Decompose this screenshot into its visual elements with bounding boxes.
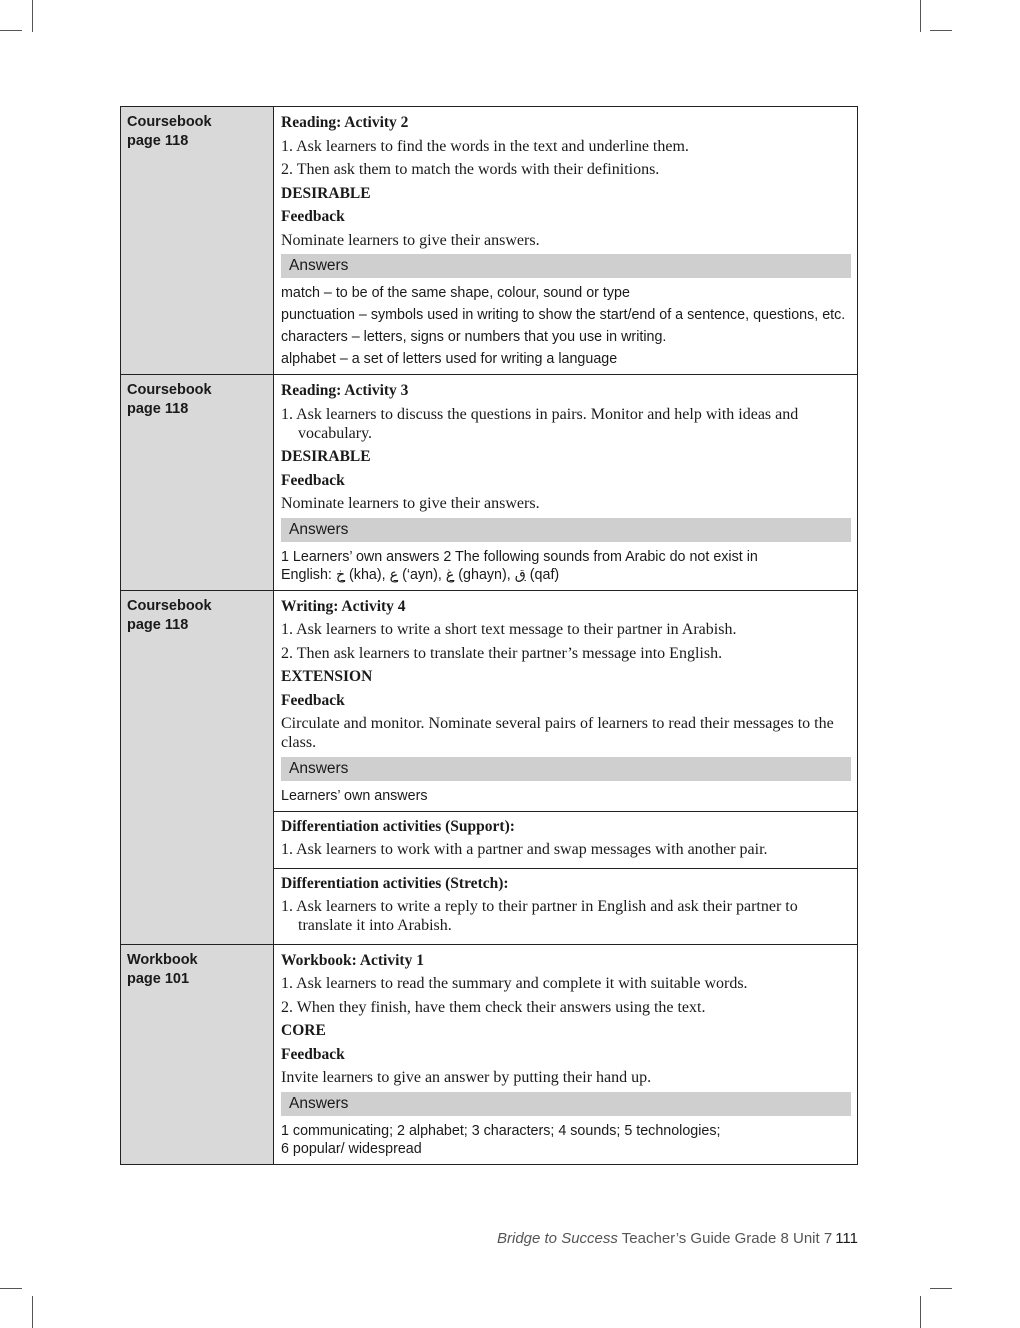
step-item: 1. Ask learners to write a short text message to their partner in Arabish. [281, 621, 737, 638]
feedback-label: Feedback [281, 471, 345, 489]
book-label: Coursebook [127, 382, 212, 398]
book-label: Coursebook [127, 114, 212, 130]
activity-title: Writing: Activity 4 [281, 597, 406, 615]
step-item: 2. Then ask learners to translate their partner’s message into English. [281, 644, 723, 662]
crop-mark [0, 1288, 22, 1289]
feedback-label: Feedback [281, 208, 345, 225]
letter-name: (qaf) [525, 566, 560, 583]
differentiation-stretch-cell [274, 868, 858, 944]
answers-header: Answers [281, 518, 851, 542]
activity-cell [274, 944, 858, 1164]
arabic-letter: خ [335, 566, 346, 583]
table-row [121, 107, 858, 375]
answers-header: Answers [281, 254, 851, 278]
letter-name: (‘ayn), [398, 566, 446, 583]
feedback-text: Invite learners to give an answer by putting their hand up. [281, 1069, 652, 1086]
answers-header: Answers [281, 1092, 851, 1116]
lesson-plan-table [120, 106, 858, 1165]
activity-title: Reading: Activity 3 [281, 382, 409, 399]
answer-item: Learners’ own answers [281, 787, 428, 804]
letter-name: (kha), [345, 566, 390, 583]
feedback-text: Nominate learners to give their answers. [281, 495, 540, 512]
feedback-text: Nominate learners to give their answers. [281, 231, 540, 249]
table-row [121, 590, 858, 811]
answer-prefix: English: [281, 566, 336, 583]
book-label: Workbook [127, 951, 198, 968]
letter-name: (ghayn), [454, 566, 515, 583]
differentiation-support-cell [274, 811, 858, 868]
answers-header: Answers [281, 757, 851, 781]
activity-cell [274, 590, 858, 811]
answer-item-arabic-letters [281, 566, 851, 584]
level-label: DESIRABLE [281, 448, 371, 465]
level-label: DESIRABLE [281, 184, 371, 202]
step-item: 1. Ask learners to work with a partner and swap messages with another pair. [281, 841, 768, 858]
arabic-letter: ق [514, 566, 526, 583]
footer-text: Teacher’s Guide Grade 8 Unit 7 [617, 1230, 833, 1247]
series-title: Bridge to Success [496, 1230, 618, 1247]
activity-cell [274, 375, 858, 591]
reference-cell [121, 590, 274, 944]
page-label: page 101 [127, 970, 190, 987]
table-row [121, 375, 858, 591]
answer-item: punctuation – symbols used in writing to show the start/end of a sentence, questions, etc. [281, 307, 846, 323]
book-label: Coursebook [127, 597, 212, 614]
reference-cell [121, 375, 274, 591]
answer-item: match – to be of the same shape, colour, sound or type [281, 285, 630, 301]
answer-item: 1 communicating; 2 alphabet; 3 characters; 4 sounds; 5 technologies; [281, 1122, 721, 1139]
crop-mark [0, 30, 22, 31]
activity-title: Workbook: Activity 1 [281, 951, 424, 969]
step-item: 1. Ask learners to read the summary and complete it with suitable words. [281, 975, 748, 992]
page-label: page 118 [127, 133, 189, 149]
stretch-title: Differentiation activities (Stretch): [281, 874, 509, 892]
step-item: 1. Ask learners to write a reply to their partner in English and ask their partner to translate it into Arabish. [281, 898, 798, 934]
arabic-letter: ع [389, 566, 399, 583]
step-item: 1. Ask learners to find the words in the text and underline them. [281, 137, 689, 155]
activity-title: Reading: Activity 2 [281, 114, 409, 131]
crop-mark [32, 1296, 33, 1328]
answer-item: 6 popular/ widespread [281, 1140, 422, 1157]
crop-mark [920, 0, 921, 32]
answer-item: characters – letters, signs or numbers that you use in writing. [281, 329, 667, 345]
page-footer [497, 1230, 858, 1247]
step-item: 2. Then ask them to match the words with their definitions. [281, 161, 660, 178]
page-label: page 118 [127, 401, 189, 417]
crop-mark [32, 0, 33, 32]
activity-cell [274, 107, 858, 375]
feedback-label: Feedback [281, 1045, 345, 1063]
reference-cell [121, 944, 274, 1164]
feedback-text: Circulate and monitor. Nominate several pairs of learners to read their messages to the class. [281, 715, 834, 751]
page-label: page 118 [127, 616, 189, 633]
arabic-letter: غ [445, 566, 455, 583]
crop-mark [920, 1296, 921, 1328]
support-title: Differentiation activities (Support): [281, 817, 515, 835]
level-label: EXTENSION [281, 668, 373, 685]
step-item: 1. Ask learners to discuss the questions in pairs. Monitor and help with ideas and vocabulary. [281, 405, 799, 442]
page-number: 111 [835, 1230, 858, 1247]
step-item: 2. When they finish, have them check their answers using the text. [281, 998, 706, 1016]
crop-mark [930, 30, 952, 31]
answer-item: 1 Learners’ own answers 2 The following sounds from Arabic do not exist in [281, 548, 758, 565]
feedback-label: Feedback [281, 691, 345, 709]
reference-cell [121, 107, 274, 375]
level-label: CORE [281, 1022, 326, 1039]
table-row [121, 944, 858, 1164]
crop-mark [930, 1288, 952, 1289]
answer-item: alphabet – a set of letters used for writing a language [281, 351, 618, 367]
